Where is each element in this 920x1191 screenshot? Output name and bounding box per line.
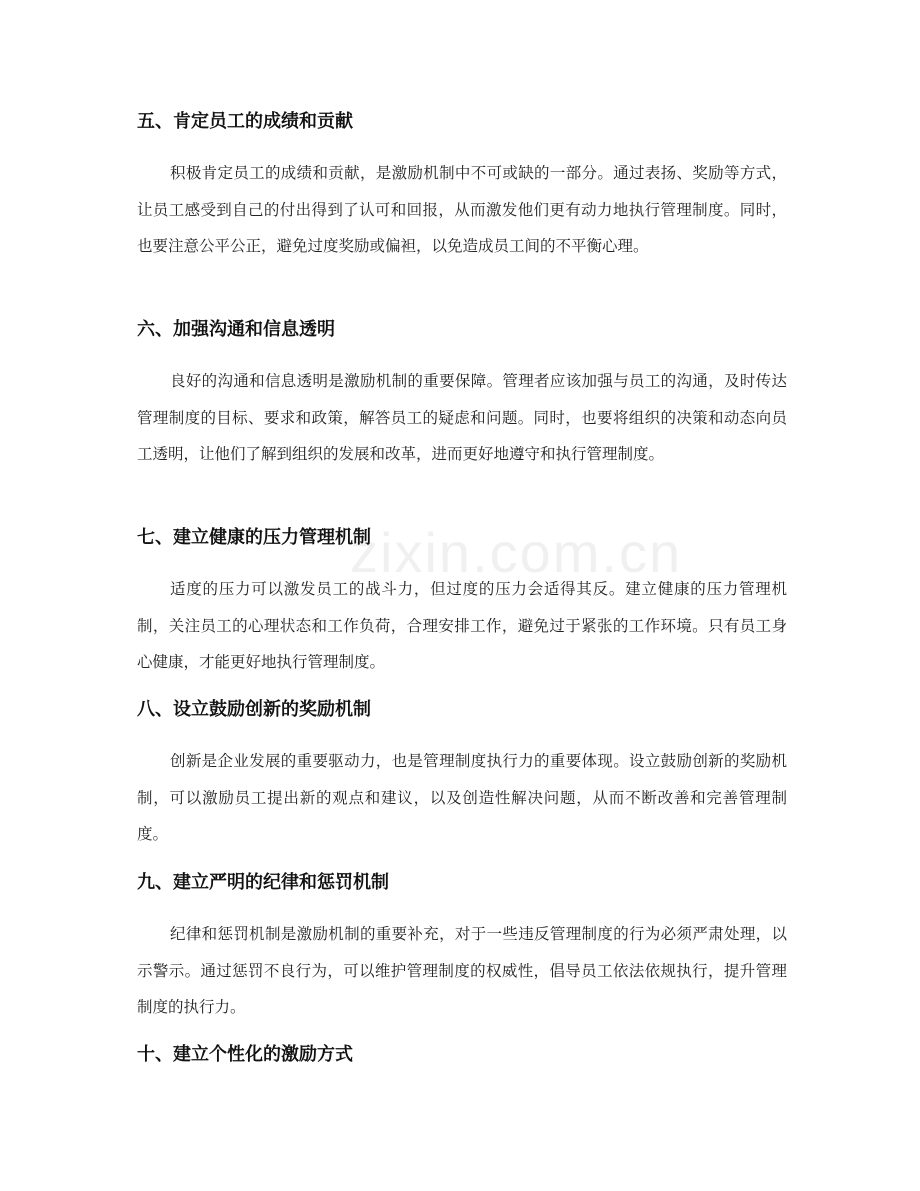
- section-heading-6: 六、加强沟通和信息透明: [137, 319, 335, 340]
- section-paragraph-9: 纪律和惩罚机制是激励机制的重要补充，对于一些违反管理制度的行为必须严肃处理，以示警示。通过惩罚不良行为，可以维护管理制度的权威性，倡导员工依法依规执行，提升管理制度的执行力。: [137, 925, 787, 1017]
- watermark-logo: zixin.com.cn: [350, 521, 683, 584]
- section-paragraph-6: 良好的沟通和信息透明是激励机制的重要保障。管理者应该加强与员工的沟通，及时传达管理制度的目标、要求和政策，解答员工的疑虑和问题。同时，也要将组织的决策和动态向员工透明，让他们了解到组织的发展和改革，进而更好地遵守和执行管理制度。: [137, 372, 787, 464]
- section-heading-9: 九、建立严明的纪律和惩罚机制: [137, 872, 389, 893]
- section-paragraph-7: 适度的压力可以激发员工的战斗力，但过度的压力会适得其反。建立健康的压力管理机制，关注员工的心理状态和工作负荷，合理安排工作，避免过于紧张的工作环境。只有员工身心健康，才能更好地执行管理制度。: [137, 580, 787, 672]
- section-heading-5: 五、肯定员工的成绩和贡献: [137, 111, 353, 132]
- section-paragraph-8: 创新是企业发展的重要驱动力，也是管理制度执行力的重要体现。设立鼓励创新的奖励机制，可以激励员工提出新的观点和建议，以及创造性解决问题，从而不断改善和完善管理制度。: [137, 752, 787, 844]
- section-paragraph-5: 积极肯定员工的成绩和贡献，是激励机制中不可或缺的一部分。通过表扬、奖励等方式，让员工感受到自己的付出得到了认可和回报，从而激发他们更有动力地执行管理制度。同时，也要注意公平公正，避免过度奖励或偏袒，以免造成员工间的不平衡心理。: [137, 164, 787, 256]
- section-heading-8: 八、设立鼓励创新的奖励机制: [137, 699, 371, 720]
- section-heading-7: 七、建立健康的压力管理机制: [137, 527, 371, 548]
- section-heading-10: 十、建立个性化的激励方式: [137, 1044, 353, 1065]
